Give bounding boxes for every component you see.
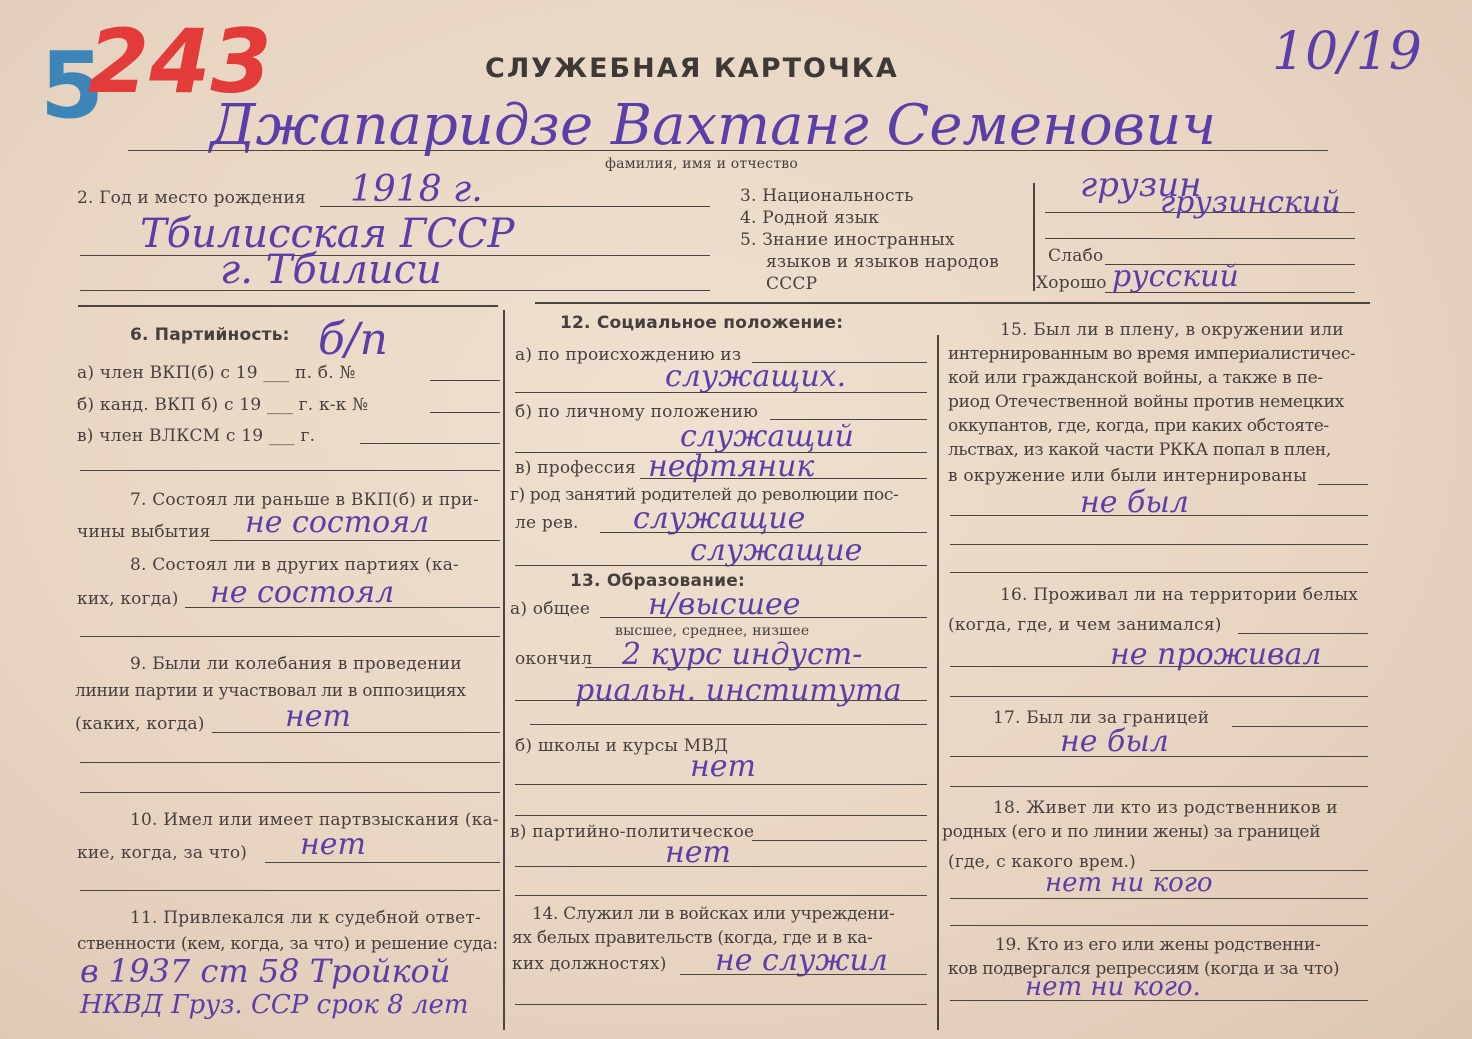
education-caption: высшее, среднее, низшее <box>615 623 810 639</box>
q18-line-b <box>950 898 1368 899</box>
q19-line-2: ков подвергался репрессиям (когда и за что) <box>948 959 1340 979</box>
q16-line-2: (когда, где, и чем занимался) <box>948 615 1222 635</box>
education-b-answer: нет <box>690 749 756 784</box>
social-header: 12. Социальное положение: <box>560 313 844 333</box>
party-c: в) член ВЛКСМ с 19 ___ г. <box>77 426 316 446</box>
education-finished-answer-2: риальн. института <box>575 673 902 708</box>
separator-right <box>535 302 1370 304</box>
q15-line-5: оккупантов, где, когда, при каких обстояте- <box>948 416 1329 436</box>
party-extra-line <box>80 470 500 471</box>
q17-answer: не был <box>1060 724 1169 759</box>
q9-line-1: 9. Были ли колебания в проведении <box>130 654 462 674</box>
languages-label-1: 5. Знание иностранных <box>740 230 955 250</box>
birth-line-3 <box>80 290 710 291</box>
good-line <box>1105 292 1355 293</box>
q16-line-c <box>950 696 1368 697</box>
q15-line-6: льствах, из какой части РККА попал в плен, <box>948 440 1331 460</box>
nationality-label: 3. Национальность <box>740 186 914 206</box>
q9-extra-line-2 <box>80 792 500 793</box>
social-d-label-2: ле рев. <box>515 513 579 533</box>
q10-answer: нет <box>300 827 366 862</box>
social-a-label: а) по происхождению из <box>515 345 742 365</box>
q18-answer: нет ни кого <box>1045 868 1213 898</box>
column-divider-2 <box>937 335 939 1030</box>
q17-line-1: 17. Был ли за границей <box>993 708 1210 728</box>
q11-line-1: 11. Привлекался ли к судебной ответ- <box>130 908 481 928</box>
red-number-stamp: 243 <box>88 10 272 113</box>
q15-line-c <box>950 544 1368 545</box>
blue-number-stamp: 5 <box>40 32 105 139</box>
education-header: 13. Образование: <box>570 571 745 591</box>
nationality-divider <box>1033 183 1035 291</box>
social-d-label-1: г) род занятий родителей до революции пос- <box>510 485 899 505</box>
native-language-label: 4. Родной язык <box>740 208 880 228</box>
languages-label-3: СССР <box>766 274 818 294</box>
q7-line <box>210 540 500 541</box>
education-a-answer: н/высшее <box>648 587 801 622</box>
education-b-line-1 <box>515 784 927 785</box>
q15-line-1: 15. Был ли в плену, в окружении или <box>1000 320 1344 340</box>
good-label: Хорошо <box>1036 273 1107 293</box>
q15-line-2: интернированным во время империалистичес- <box>948 344 1356 364</box>
q7-line-2: чины выбытия <box>77 522 211 542</box>
party-b: б) канд. ВКП б) с 19 ___ г. к-к № <box>77 395 369 415</box>
social-c-answer: нефтяник <box>648 449 815 484</box>
party-a-line <box>430 380 500 381</box>
full-name: Джапаридзе Вахтанг Семенович <box>210 93 1217 158</box>
social-c-label: в) профессия <box>515 458 636 478</box>
q9-extra-line-1 <box>80 762 500 763</box>
education-finished-line-1 <box>585 667 927 668</box>
party-a: а) член ВКП(б) с 19 ___ п. б. № <box>77 363 356 383</box>
q15-line-d <box>950 572 1368 573</box>
social-d-answer-2: служащие <box>690 533 863 568</box>
social-b-label: б) по личному положению <box>515 402 759 422</box>
q19-line <box>950 1000 1368 1001</box>
q15-line-3: кой или гражданской войны, а также в пе- <box>948 368 1323 388</box>
education-finished-answer-1: 2 курс индуст- <box>622 637 863 672</box>
q9-line-3: (каких, когда) <box>75 714 205 734</box>
native-language-value: грузинский <box>1160 185 1341 220</box>
birth-label: 2. Год и место рождения <box>77 188 306 208</box>
name-caption: фамилия, имя и отчество <box>605 156 798 172</box>
q9-line <box>212 732 500 733</box>
languages-label-2: языков и языков народов <box>766 252 999 272</box>
q15-line-7: в окружение или были интернированы <box>948 466 1307 486</box>
q14-line-1: 14. Служил ли в войсках или учреждени- <box>532 904 895 924</box>
party-value: б/п <box>318 314 389 365</box>
q11-answer-2: НКВД Груз. ССР срок 8 лет <box>80 990 469 1020</box>
q16-answer: не проживал <box>1110 637 1322 672</box>
education-b-line-2 <box>515 815 927 816</box>
party-b-line <box>430 412 500 413</box>
q7-line-1: 7. Состоял ли раньше в ВКП(б) и при- <box>130 490 479 510</box>
q16-line-1: 16. Проживал ли на территории белых <box>1000 585 1359 605</box>
education-finished-label: окончил <box>515 649 593 669</box>
q8-extra-line <box>80 636 500 637</box>
card-title: СЛУЖЕБНАЯ КАРТОЧКА <box>485 53 899 84</box>
q10-extra-line <box>80 890 500 891</box>
q15-line-4: риод Отечественной войны против немецких <box>948 392 1344 412</box>
education-c-line-3 <box>515 895 927 896</box>
q18-line-1: 18. Живет ли кто из родственников и <box>993 798 1338 818</box>
birth-year: 1918 г. <box>350 169 483 210</box>
birth-year-line <box>320 206 710 207</box>
social-a-line-2 <box>515 392 927 393</box>
q18-line-3: (где, с какого врем.) <box>948 852 1136 872</box>
q9-answer: нет <box>285 699 351 734</box>
q19-line-1: 19. Кто из его или жены родственни- <box>995 935 1321 955</box>
q10-line-1: 10. Имел или имеет партвзыскания (ка- <box>130 810 499 830</box>
q11-answer-1: в 1937 ст 58 Тройкой <box>80 952 451 990</box>
q15-line-b <box>950 515 1368 516</box>
nationality-value: грузин <box>1080 165 1202 205</box>
good-value: русский <box>1112 259 1239 294</box>
q18-line-2: родных (его и по линии жены) за границей <box>942 822 1321 842</box>
q8-answer: не состоял <box>210 575 395 610</box>
social-b-answer: служащий <box>680 419 854 454</box>
q15-answer: не был <box>1080 485 1189 520</box>
q14-line-2: ях белых правительств (когда, где и в ка- <box>512 928 873 948</box>
q14-answer: не служил <box>715 943 888 978</box>
education-b-label: б) школы и курсы МВД <box>515 736 729 756</box>
q8-line-1: 8. Состоял ли в других партиях (ка- <box>130 555 459 575</box>
education-finished-line-2 <box>515 700 927 701</box>
q17-line-a <box>1232 726 1368 727</box>
social-d-line-2 <box>515 565 927 566</box>
name-underline <box>128 150 1328 151</box>
q9-line-2: линии партии и участвовал ли в оппозициях <box>75 681 466 701</box>
q16-line-a <box>1238 633 1368 634</box>
q15-line-a <box>1318 484 1368 485</box>
q8-line <box>185 607 500 608</box>
column-divider-1 <box>503 310 505 1030</box>
social-a-answer: служащих. <box>665 359 847 394</box>
social-d-answer-1: служащие <box>633 501 806 536</box>
education-a-label: а) общее <box>510 599 591 619</box>
q17-line-c <box>950 786 1368 787</box>
q14-line <box>680 974 927 975</box>
education-c-line-2 <box>515 866 927 867</box>
party-c-line <box>360 443 500 444</box>
corner-number: 10/19 <box>1272 22 1422 82</box>
q8-line-2: ких, когда) <box>77 589 179 609</box>
q10-line <box>265 862 500 863</box>
education-c-line-1 <box>752 840 927 841</box>
birth-place-2: г. Тбилиси <box>220 247 442 293</box>
q11-line-2: ственности (кем, когда, за что) и решение суда: <box>77 934 498 954</box>
education-a-line <box>600 617 927 618</box>
education-c-answer: нет <box>665 835 731 870</box>
q10-line-2: кие, когда, за что) <box>77 843 248 863</box>
education-c-label: в) партийно-политическое <box>510 822 755 842</box>
education-finished-line-3 <box>530 724 927 725</box>
q14-line-3: ких должностях) <box>512 954 667 974</box>
q16-line-b <box>950 666 1368 667</box>
q19-answer: нет ни кого. <box>1025 972 1201 1002</box>
q18-line-c <box>950 925 1368 926</box>
separator-left <box>78 305 498 307</box>
native-language-line <box>1045 238 1355 239</box>
q14-extra-line <box>515 1004 927 1005</box>
q7-answer: не состоял <box>245 505 430 540</box>
social-c-line <box>640 478 927 479</box>
birth-place-1: Тбилисская ГССР <box>140 211 515 257</box>
q17-line-b <box>950 756 1368 757</box>
party-header: 6. Партийность: <box>130 325 290 345</box>
weak-label: Слабо <box>1048 246 1104 266</box>
